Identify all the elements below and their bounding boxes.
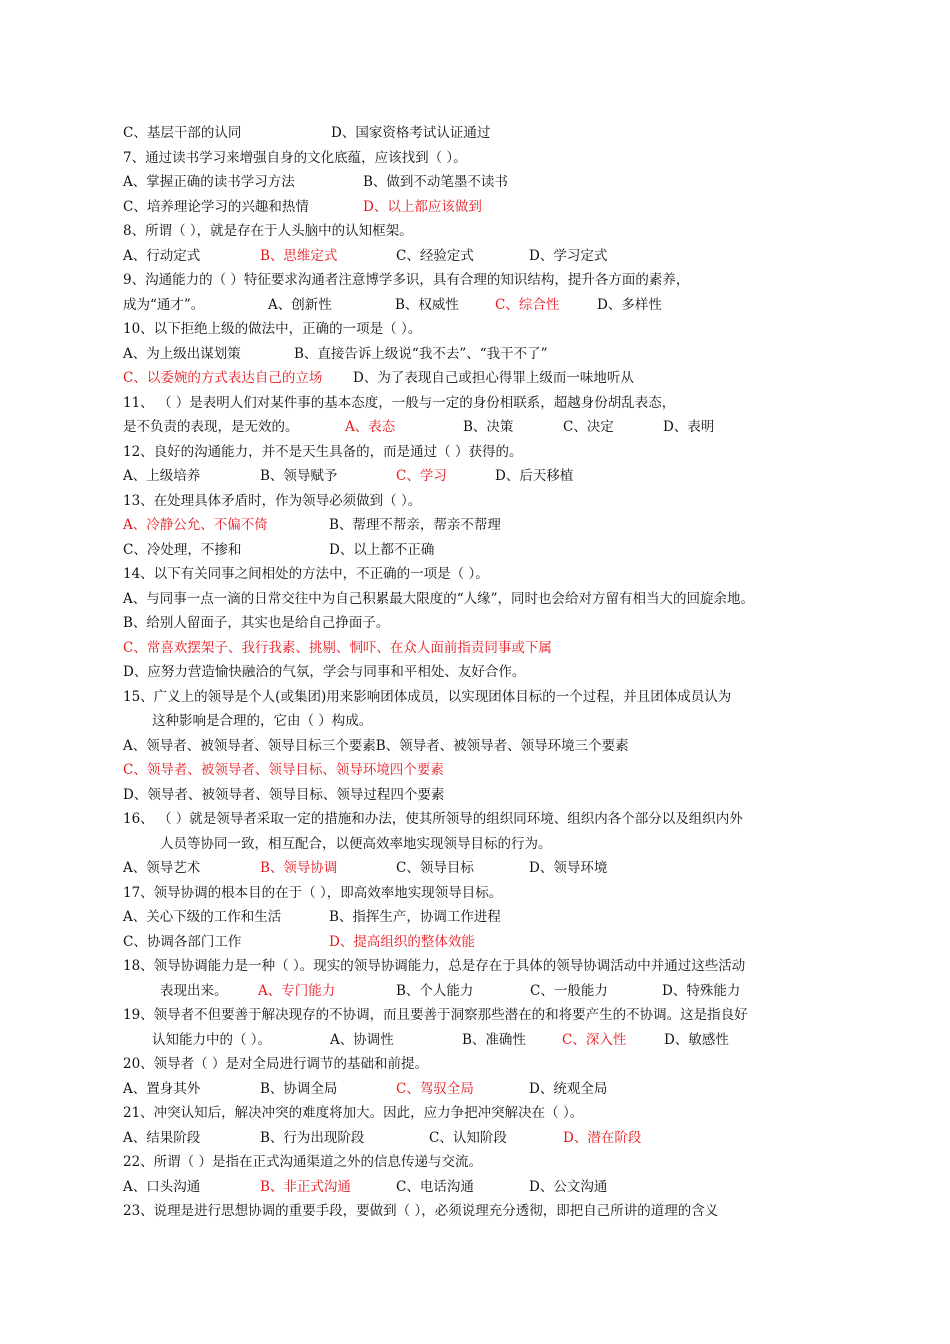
text-segment: A、结果阶段 [123, 1130, 201, 1146]
answer-option-text: D、潜在阶段 [563, 1130, 642, 1146]
text-segment: 这种影响是合理的，它由（ ）构成。 [152, 713, 373, 729]
text-segment: 19、领导者不但要善于解决现存的不协调，而且要善于洞察那些潜在的和将要产生的不协调。这是指良好 [123, 1007, 748, 1023]
answer-option-text: B、非正式沟通 [260, 1179, 351, 1195]
text-segment: A、掌握正确的读书学习方法 [123, 174, 295, 190]
text-segment: D、国家资格考试认证通过 [331, 125, 491, 141]
answer-option-text: C、常喜欢摆架子、我行我素、挑剔、恫吓、在众人面前指责同事或下属 [123, 640, 552, 656]
text-segment: 18、领导协调能力是一种（ ）。现实的领导协调能力，总是存在于具体的领导协调活动中并通过这些活动 [123, 958, 746, 974]
text-segment: A、领导艺术 [123, 860, 201, 876]
text-segment: A、与同事一点一滴的日常交往中为自己积累最大限度的“人缘”，同时也会给对方留有相当大的回旋余地。 [123, 591, 755, 607]
text-segment: 7、通过读书学习来增强自身的文化底蕴，应该找到（ ）。 [123, 150, 467, 166]
text-segment: B、帮理不帮亲，帮亲不帮理 [329, 517, 501, 533]
answer-option-text: C、深入性 [562, 1032, 627, 1048]
answer-option-text: C、学习 [396, 468, 447, 484]
text-segment: D、敏感性 [664, 1032, 729, 1048]
text-segment: 是不负责的表现，是无效的。 [123, 419, 299, 435]
text-segment: 17、领导协调的根本目的在于（ ），即高效率地实现领导目标。 [123, 885, 503, 901]
text-segment: B、权威性 [395, 297, 459, 313]
answer-option-text: C、综合性 [495, 297, 560, 313]
text-segment: D、表明 [663, 419, 715, 435]
text-segment: 13、在处理具体矛盾时，作为领导必须做到（ ）。 [123, 493, 422, 509]
text-segment: 22、所谓（ ）是指在正式沟通渠道之外的信息传递与交流。 [123, 1154, 482, 1170]
text-segment: D、以上都不正确 [329, 542, 435, 558]
text-segment: 9、沟通能力的（ ）特征要求沟通者注意博学多识，具有合理的知识结构，提升各方面的素养， [123, 272, 690, 288]
text-segment: 12、良好的沟通能力，并不是天生具备的，而是通过（ ）获得的。 [123, 444, 523, 460]
text-segment: D、公文沟通 [529, 1179, 608, 1195]
text-segment: C、一般能力 [530, 983, 608, 999]
text-segment: 16、 （ ）就是领导者采取一定的措施和办法，使其所领导的组织同环境、组织内各个部分以及组织内外 [123, 811, 743, 827]
text-segment: 10、以下拒绝上级的做法中，正确的一项是（ ）。 [123, 321, 422, 337]
text-segment: B、直接告诉上级说“我不去”、“我干不了” [294, 346, 548, 362]
text-segment: B、给别人留面子，其实也是给自己挣面子。 [123, 615, 390, 631]
text-segment: C、认知阶段 [429, 1130, 507, 1146]
text-segment: A、创新性 [268, 297, 332, 313]
text-segment: 15、广义上的领导是个人(或集团)用来影响团体成员，以实现团体目标的一个过程，并且团体成员认为 [123, 689, 732, 705]
text-segment: 认知能力中的（ ）。 [152, 1032, 272, 1048]
text-segment: B、准确性 [462, 1032, 526, 1048]
text-segment: 14、以下有关同事之间相处的方法中，不正确的一项是（ ）。 [123, 566, 489, 582]
text-segment: C、协调各部门工作 [123, 934, 242, 950]
text-segment: A、领导者、被领导者、领导目标三个要素B、领导者、被领导者、领导环境三个要素 [123, 738, 629, 754]
answer-option-text: D、以上都应该做到 [363, 199, 482, 215]
text-segment: A、关心下级的工作和生活 [123, 909, 282, 925]
text-segment: A、口头沟通 [123, 1179, 201, 1195]
text-segment: B、做到不动笔墨不读书 [363, 174, 508, 190]
text-segment: 20、领导者（ ）是对全局进行调节的基础和前提。 [123, 1056, 428, 1072]
text-segment: 8、所谓（ ），就是存在于人头脑中的认知框架。 [123, 223, 413, 239]
text-segment: B、领导赋予 [260, 468, 338, 484]
text-segment: B、协调全局 [260, 1081, 338, 1097]
text-segment: B、决策 [463, 419, 514, 435]
text-segment: A、协调性 [330, 1032, 394, 1048]
text-segment: 23、说理是进行思想协调的重要手段，要做到（ ），必须说理充分透彻，即把自己所讲的道理的含义 [123, 1203, 719, 1219]
text-segment: A、行动定式 [123, 248, 201, 264]
text-segment: C、决定 [563, 419, 614, 435]
answer-option-text: C、驾驭全局 [396, 1081, 474, 1097]
answer-option-text: A、专门能力 [258, 983, 336, 999]
answer-option-text: A、冷静公允、不偏不倚 [123, 517, 268, 533]
answer-option-text: A、表态 [345, 419, 396, 435]
answer-option-text: C、以委婉的方式表达自己的立场 [123, 370, 323, 386]
text-segment: D、领导环境 [529, 860, 608, 876]
text-segment: D、应努力营造愉快融洽的气氛，学会与同事和平相处、友好合作。 [123, 664, 526, 680]
text-segment: A、置身其外 [123, 1081, 201, 1097]
answer-option-text: B、思维定式 [260, 248, 338, 264]
answer-option-text: C、领导者、被领导者、领导目标、领导环境四个要素 [123, 762, 444, 778]
text-segment: D、统观全局 [529, 1081, 608, 1097]
answer-option-text: B、领导协调 [260, 860, 338, 876]
text-segment: 成为“通才”。 [123, 297, 205, 313]
text-segment: D、领导者、被领导者、领导目标、领导过程四个要素 [123, 787, 445, 803]
text-segment: C、基层干部的认同 [123, 125, 242, 141]
text-segment: C、经验定式 [396, 248, 474, 264]
text-segment: A、为上级出谋划策 [123, 346, 241, 362]
text-segment: 表现出来。 [160, 983, 228, 999]
text-segment: C、培养理论学习的兴趣和热情 [123, 199, 309, 215]
text-segment: 人员等协同一致，相互配合，以便高效率地实现领导目标的行为。 [160, 836, 552, 852]
text-segment: C、冷处理，不掺和 [123, 542, 242, 558]
text-segment: A、上级培养 [123, 468, 201, 484]
text-segment: D、多样性 [597, 297, 662, 313]
text-segment: C、电话沟通 [396, 1179, 474, 1195]
text-segment: C、领导目标 [396, 860, 474, 876]
text-segment: B、指挥生产，协调工作进程 [329, 909, 501, 925]
text-segment: D、后天移植 [495, 468, 574, 484]
text-segment: D、为了表现自己或担心得罪上级而一味地听从 [353, 370, 634, 386]
text-segment: 21、冲突认知后，解决冲突的难度将加大。因此，应力争把冲突解决在（ ）。 [123, 1105, 584, 1121]
text-segment: B、个人能力 [396, 983, 474, 999]
text-segment: D、学习定式 [529, 248, 608, 264]
answer-option-text: D、提高组织的整体效能 [329, 934, 475, 950]
text-segment: D、特殊能力 [662, 983, 741, 999]
text-segment: 11、 （ ）是表明人们对某件事的基本态度，一般与一定的身份相联系，超越身份胡乱表态， [123, 395, 676, 411]
text-segment: B、行为出现阶段 [260, 1130, 365, 1146]
